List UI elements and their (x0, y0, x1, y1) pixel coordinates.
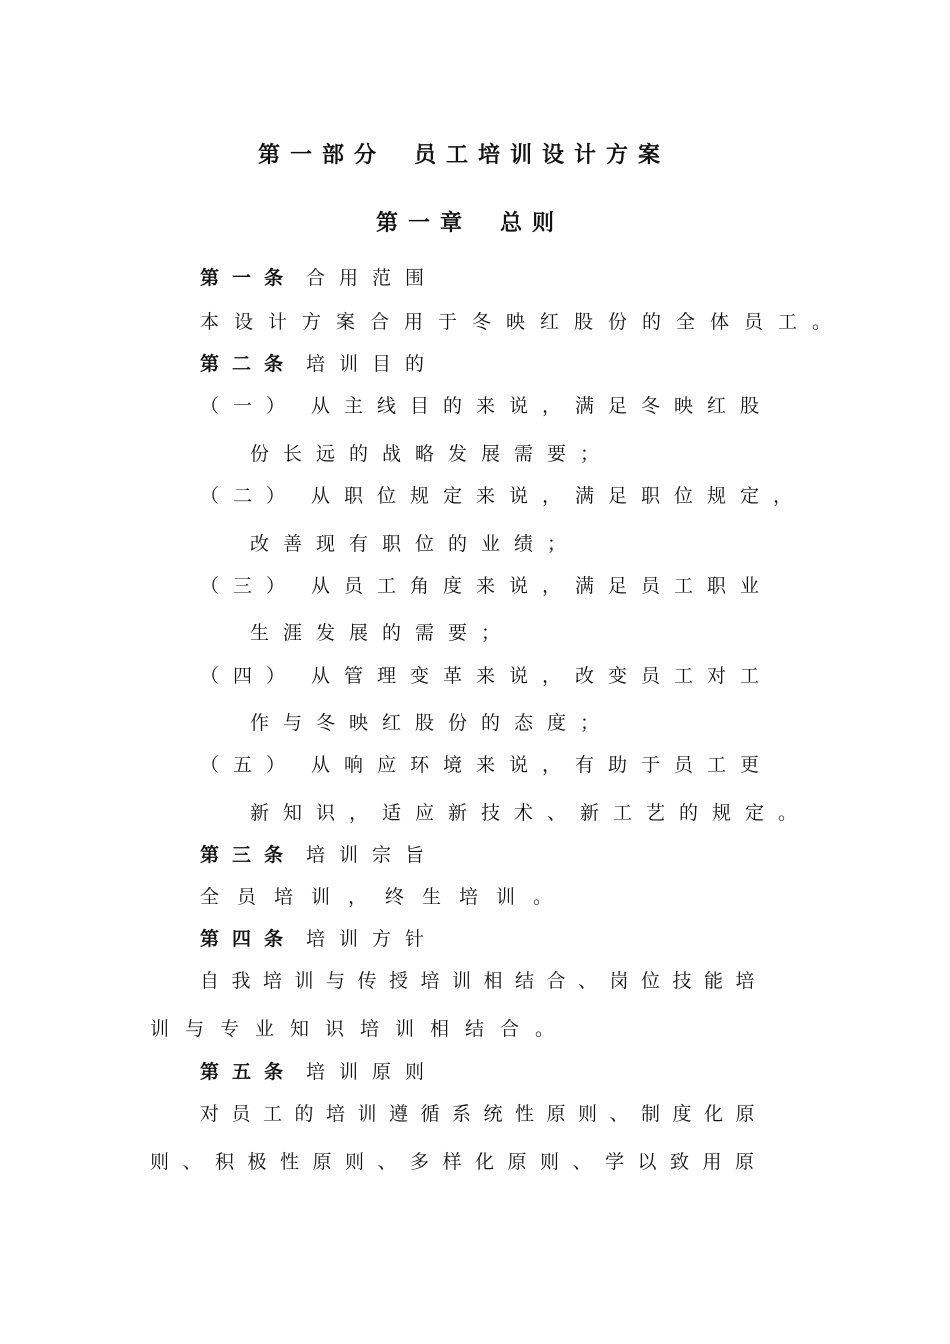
item-number: （四） (200, 665, 300, 687)
article-5-body-line2: 则、积极性原则、多样化原则、学以致用原 (150, 1151, 768, 1173)
article-number: 第二条 (200, 353, 297, 375)
list-item-1 (200, 394, 773, 418)
list-item-1-cont: 份长远的战略发展需要； (250, 443, 614, 465)
part-title (258, 144, 670, 168)
list-item-2-cont: 改善现有职位的业绩； (250, 533, 581, 555)
article-title: 合用范围 (306, 267, 439, 289)
article-title: 培训方针 (306, 928, 439, 950)
chapter-name: 总则 (500, 211, 565, 236)
list-item-3-cont: 生涯发展的需要； (250, 622, 515, 644)
chapter-title (376, 212, 564, 236)
article-1-body: 本设计方案合用于冬映红股份的全体员工。 (200, 311, 847, 333)
list-item-5-cont: 新知识，适应新技术、新工艺的规定。 (250, 802, 812, 824)
article-number: 第四条 (200, 928, 297, 950)
article-2-heading (200, 352, 438, 376)
item-text: 从员工角度来说，满足员工职业 (311, 575, 774, 597)
item-text: 从职位规定来说，满足职位规定， (311, 485, 807, 507)
list-item-2 (200, 484, 806, 508)
item-number: （三） (200, 575, 300, 597)
article-4-body-line2: 训与专业知识培训相结合。 (150, 1018, 571, 1040)
chapter-number: 第一章 (376, 211, 473, 236)
list-item-3 (200, 574, 773, 598)
article-number: 第五条 (200, 1061, 297, 1083)
item-text: 从管理变革来说，改变员工对工 (311, 665, 774, 687)
item-text: 从响应环境来说，有助于员工更 (311, 754, 774, 776)
article-3-heading (200, 843, 438, 867)
list-item-5 (200, 753, 773, 777)
article-title: 培训原则 (306, 1061, 439, 1083)
article-number: 第一条 (200, 267, 297, 289)
article-3-body: 全员培训，终生培训。 (200, 886, 571, 908)
part-title-number: 第一部分 (258, 143, 387, 168)
item-number: （一） (200, 395, 300, 417)
article-1-heading (200, 266, 438, 290)
item-number: （二） (200, 485, 300, 507)
article-number: 第三条 (200, 844, 297, 866)
article-4-heading (200, 927, 438, 951)
article-title: 培训目的 (306, 353, 439, 375)
article-title: 培训宗旨 (306, 844, 439, 866)
item-number: （五） (200, 754, 300, 776)
article-5-heading (200, 1060, 438, 1084)
part-title-text: 员工培训设计方案 (414, 143, 671, 168)
item-text: 从主线目的来说，满足冬映红股 (311, 395, 774, 417)
list-item-4 (200, 664, 773, 688)
list-item-4-cont: 作与冬映红股份的态度； (250, 712, 614, 734)
article-4-body-line1: 自我培训与传授培训相结合、岗位技能培 (200, 970, 768, 992)
article-5-body-line1: 对员工的培训遵循系统性原则、制度化原 (200, 1103, 768, 1125)
